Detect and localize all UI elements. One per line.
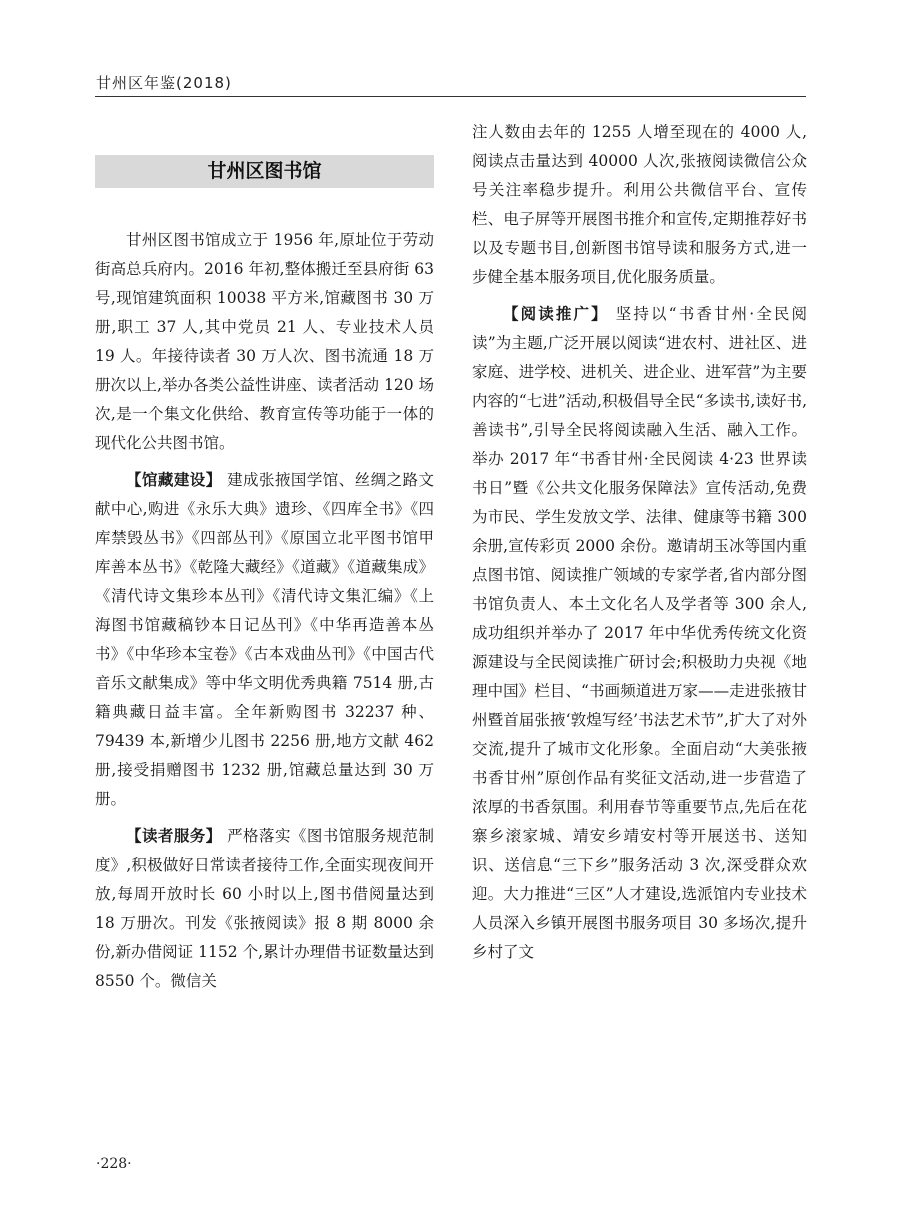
reading-promotion-text: 坚持以“书香甘州·全民阅读”为主题,广泛开展以阅读“进农村、进社区、进家庭、进学校、进机关、进企业、进军营”为主要内容的“七进”活动,积极倡导全民“多读书,读好书,善读书”,引导全民将阅读融入生活、融入工作。举办 2017 年“书香甘州·全民阅读 4·23 世界读书日”暨《公共文化服务保障法》宣传活动,免费为市民、学生发放文学、法律、健康等书籍 300 余册,宣传彩页 2000 余份。邀请胡玉冰等国内重点图书馆、阅读推广领域的专家学者,省内部分图书馆负责人、本土文化名人及学者等 300 余人,成功组织并举办了 2017 年中华优秀传统文化资源建设与全民阅读推广研讨会;积极助力央视《地理中国》栏目、“书画频道进万家——走进张掖甘州暨首届张掖‘敦煌写经’书法艺术节”,扩大了对外交流,提升了城市文化形象。全面启动“大美张掖书香甘州”原创作品有奖征文活动,进一步营造了浓厚的书香氛围。利用春节等重要节点,先后在花寨乡滚家城、靖安乡靖安村等开展送书、送知识、送信息“三下乡”服务活动 3 次,深受群众欢迎。大力推进“三区”人才建设,选派馆内专业技术人员深入乡镇开展图书服务项目 30 多场次,提升乡村了文 <box>472 305 807 961</box>
reader-service-text: 严格落实《图书馆服务规范制度》,积极做好日常读者接待工作,全面实现夜间开放,每周开放时长 60 小时以上,图书借阅量达到 18 万册次。刊发《张掖阅读》报 8 期 8000 余份,新办借阅证 1152 个,累计办理借书证数量达到 8550 个。微信关 <box>95 827 434 990</box>
running-header-title: 甘州区年鉴(2018) <box>96 74 232 92</box>
header-rule <box>95 96 806 97</box>
collection-heading: 【馆藏建设】 <box>126 471 222 489</box>
reading-promotion-paragraph <box>472 300 807 967</box>
collection-paragraph <box>95 466 434 814</box>
continuation-paragraph: 注人数由去年的 1255 人增至现在的 4000 人,阅读点击量达到 40000 人次,张掖阅读微信公众号关注率稳步提升。利用公共微信平台、宣传栏、电子屏等开展图书推介和宣传,定期推荐好书以及专题书目,创新图书馆导读和服务方式,进一步健全基本服务项目,优化服务质量。 <box>472 123 807 286</box>
section-title: 甘州区图书馆 <box>95 155 434 188</box>
reader-service-heading: 【读者服务】 <box>126 827 222 845</box>
reader-service-paragraph <box>95 822 434 996</box>
right-column <box>472 118 807 967</box>
page-number: ·228· <box>96 1156 132 1172</box>
left-column <box>95 226 434 996</box>
reading-promotion-heading: 【阅读推广】 <box>503 305 609 323</box>
collection-text: 建成张掖国学馆、丝绸之路文献中心,购进《永乐大典》遗珍、《四库全书》《四库禁毁丛书》《四部丛刊》《原国立北平图书馆甲库善本丛书》《乾隆大藏经》《道藏》《道藏集成》《清代诗文集珍本丛刊》《清代诗文集汇编》《上海图书馆藏稿钞本日记丛刊》《中华再造善本丛书》《中华珍本宝卷》《古本戏曲丛刊》《中国古代音乐文献集成》等中华文明优秀典籍 7514 册,古籍典藏日益丰富。全年新购图书 32237 种、79439 本,新增少儿图书 2256 册,地方文献 462 册,接受捐赠图书 1232 册,馆藏总量达到 30 万册。 <box>95 471 434 808</box>
intro-paragraph: 甘州区图书馆成立于 1956 年,原址位于劳动街高总兵府内。2016 年初,整体搬迁至县府街 63 号,现馆建筑面积 10038 平方米,馆藏图书 30 万册,职工 37 人,其中党员 21 人、专业技术人员 19 人。年接待读者 30 万人次、图书流通 18 万册次以上,举办各类公益性讲座、读者活动 120 场次,是一个集文化供给、教育宣传等功能于一体的现代化公共图书馆。 <box>95 231 434 452</box>
